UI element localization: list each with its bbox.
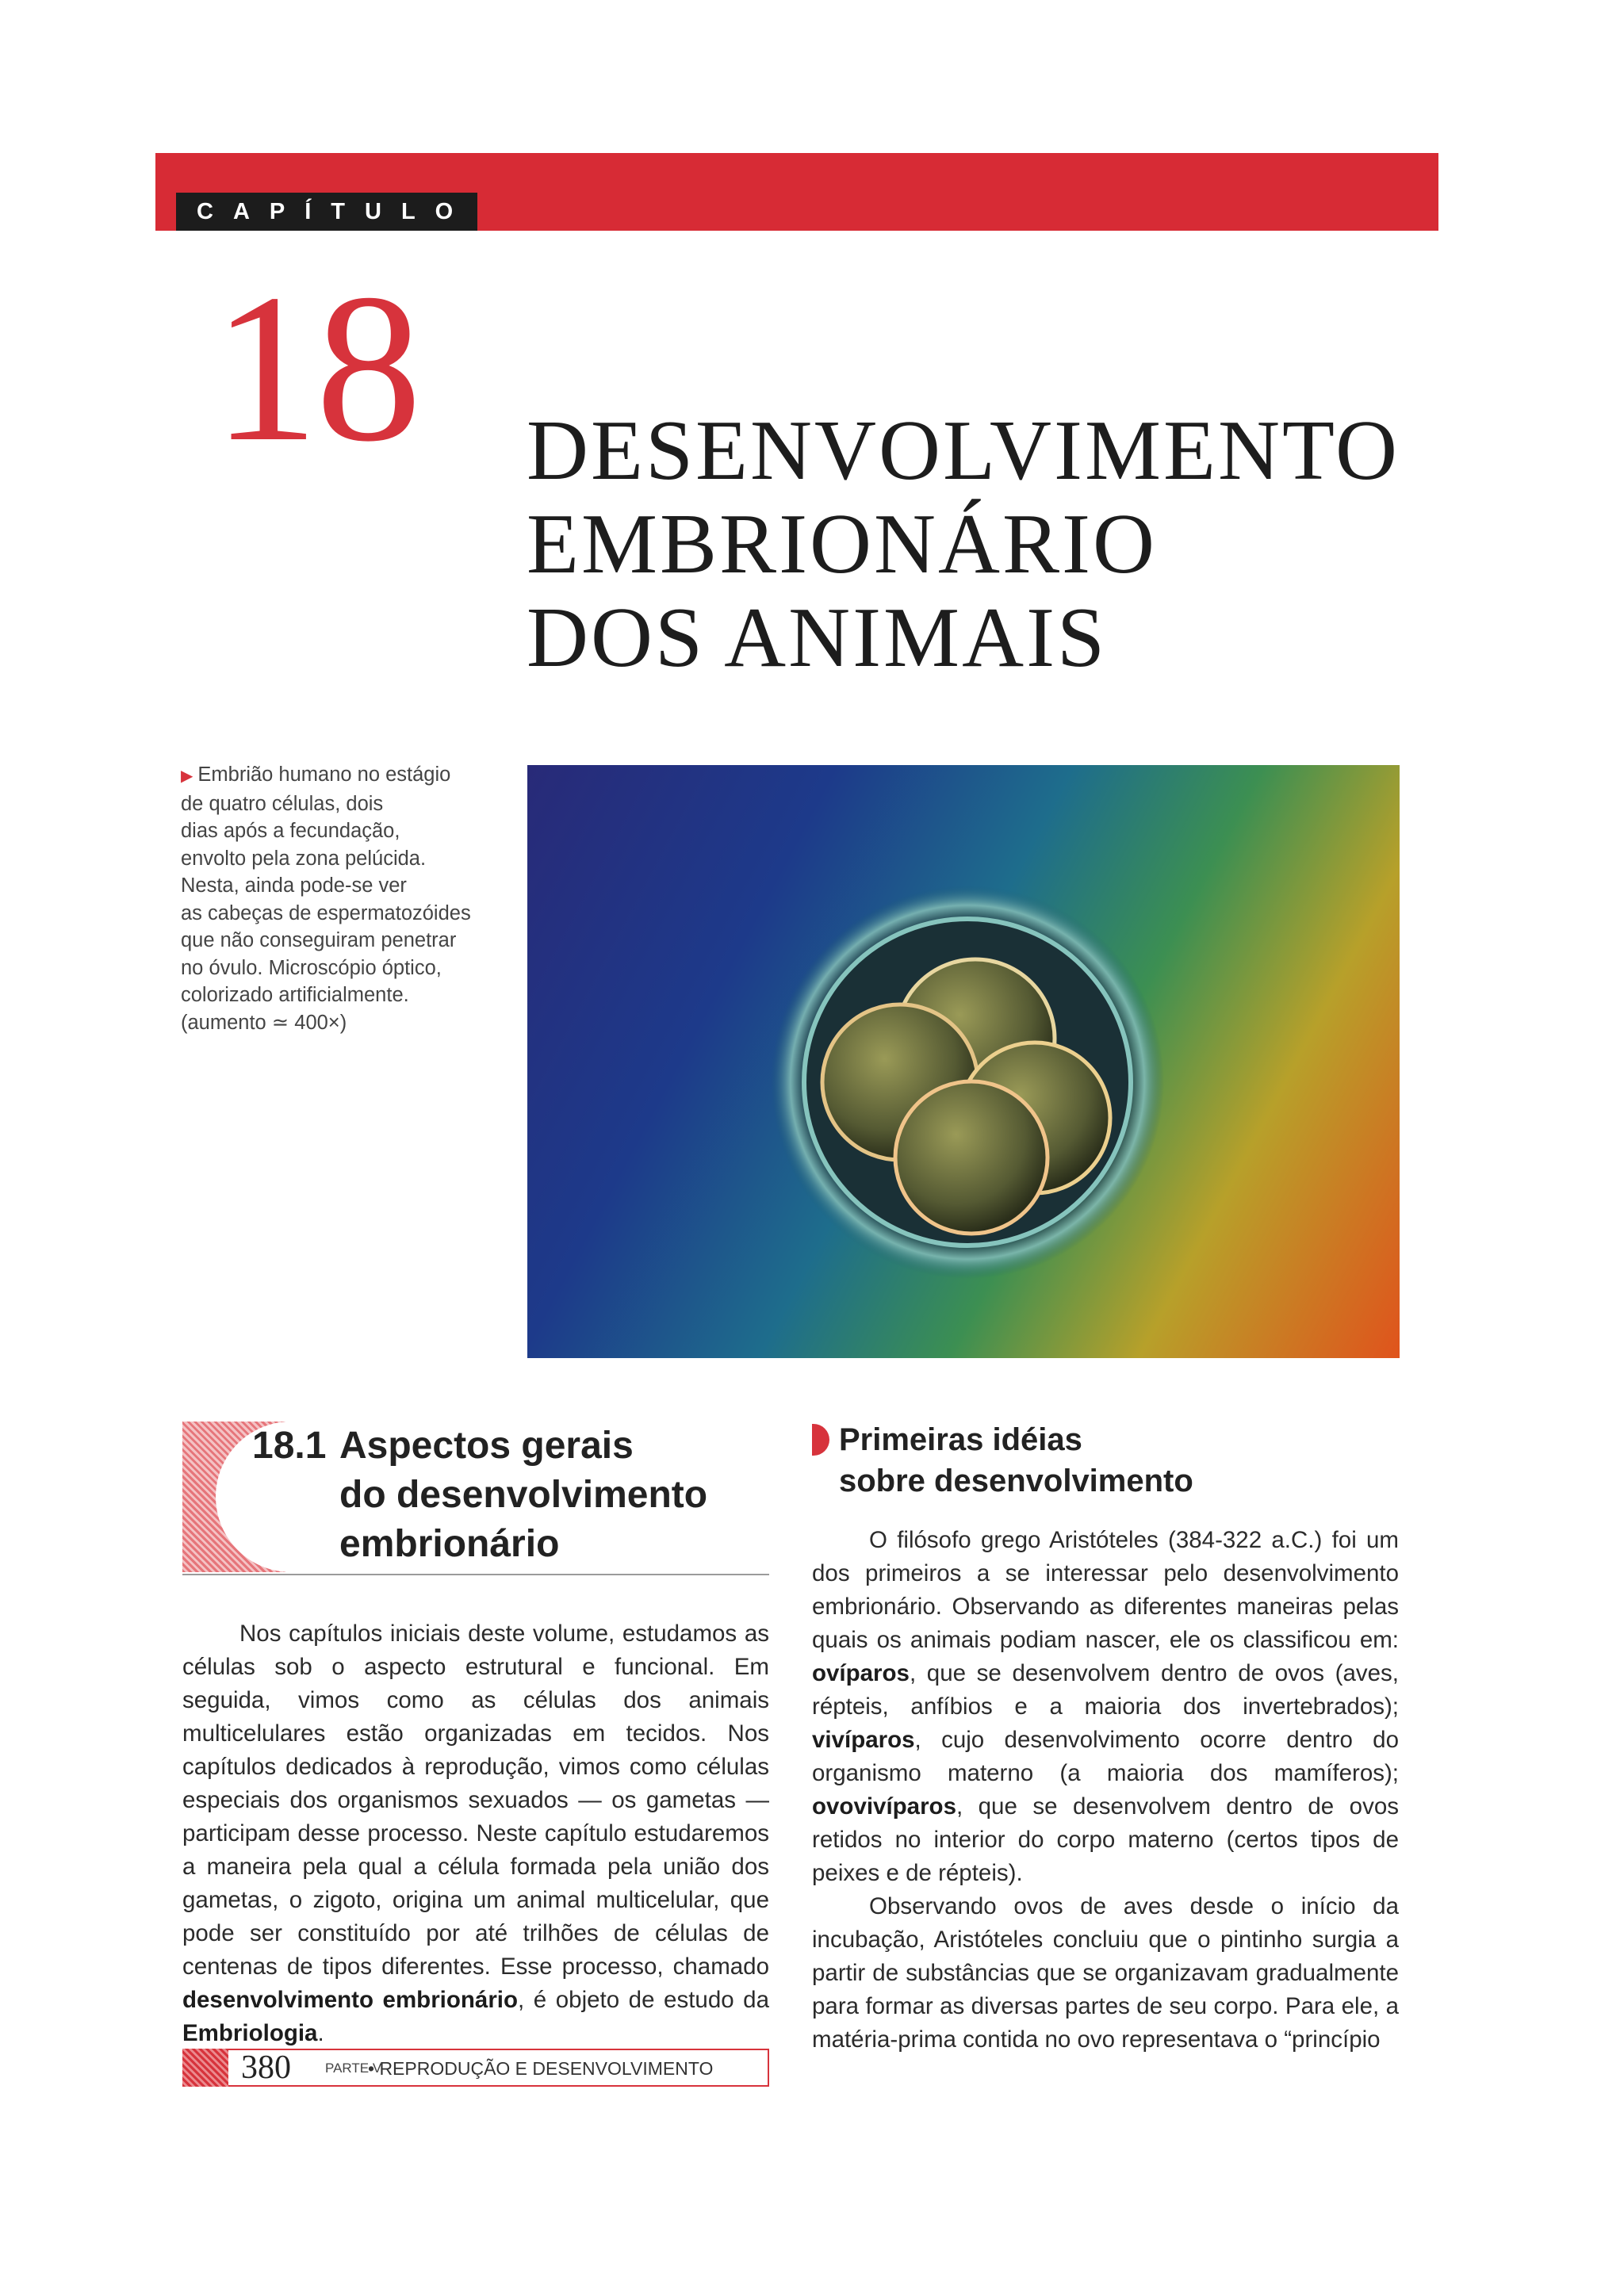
body-paragraph: Observando ovos de aves desde o início da incubação, Aristóteles concluiu que o pintinho surgia a partir de substâncias que se organizavam gradualmente para formar as diversas partes de seu corpo. Para ele, a matéria-prima contida no ovo representava o “princípio bbox=[812, 1893, 1399, 2053]
photo-caption-text: Embrião humano no estágio de quatro células, dois dias após a fecundação, envolto pela zona pelúcida. Nesta, ainda pode-se ver as cabeças de espermatozóides que não conseguiram penetrar no óvulo. Microscópio óptico, colorizado artificialmente. (aumento ≃ 400×) bbox=[181, 763, 471, 1034]
bold-term: ovíparos bbox=[812, 1660, 910, 1686]
bold-term: Embriologia bbox=[182, 2020, 318, 2046]
body-paragraph bbox=[812, 1524, 1399, 1890]
footer-section-label: • REPRODUÇÃO E DESENVOLVIMENTO bbox=[368, 2058, 714, 2079]
body-paragraph bbox=[182, 1617, 769, 2050]
left-column-text bbox=[182, 1617, 769, 2050]
chapter-title bbox=[527, 404, 1400, 685]
chapter-title-line: DESENVOLVIMENTO bbox=[527, 404, 1400, 498]
footer-decoration bbox=[182, 2049, 228, 2087]
text-run: , cujo desenvolvimento ocorre dentro do organismo materno (a maioria dos mamíferos); bbox=[812, 1727, 1399, 1786]
photo-caption bbox=[181, 761, 498, 1036]
chapter-label: CAPÍTULO bbox=[176, 193, 477, 231]
bold-term: vivíparos bbox=[812, 1727, 915, 1753]
text-run: . bbox=[317, 2020, 324, 2046]
text-run: , que se desenvolvem dentro de ovos retidos no interior do corpo materno (certos tipos de peixes e de répteis). bbox=[812, 1793, 1399, 1886]
embryo-illustration bbox=[527, 765, 1400, 1358]
text-run: , é objeto de estudo da bbox=[518, 1987, 769, 2013]
text-run: , que se desenvolvem dentro de ovos (aves, répteis, anfíbios e a maioria dos invertebrados); bbox=[812, 1660, 1399, 1720]
heading-marker-icon bbox=[812, 1424, 829, 1456]
bold-term: ovovivíparos bbox=[812, 1793, 956, 1820]
section-number: 18.1 bbox=[252, 1425, 327, 1467]
chapter-title-line: EMBRIONÁRIO bbox=[527, 497, 1158, 591]
caption-arrow-icon: ▶ bbox=[181, 767, 193, 785]
text-run: O filósofo grego Aristóteles (384-322 a.C.) foi um dos primeiros a se interessar pelo desenvolvimento embrionário. Observando as diferentes maneiras pelas quais os animais podiam nascer, ele os classificou em: bbox=[812, 1527, 1399, 1653]
subheading: Primeiras idéias sobre desenvolvimento bbox=[839, 1422, 1193, 1498]
chapter-title-line: DOS ANIMAIS bbox=[527, 591, 1108, 685]
bold-term: desenvolvimento embrionário bbox=[182, 1987, 519, 2013]
text-run: Nos capítulos iniciais deste volume, estudamos as células sob o aspecto estrutural e funcional. Em seguida, vimos como as células dos animais multicelulares estão organizadas em tecidos. Nos capítulos dedicados à reprodução, vimos como células especiais dos organismos sexuados — os gametas — participam desse processo. Neste capítulo estudaremos a maneira pela qual a célula formada pela união dos gametas, o zigoto, origina um animal multicelular, que pode ser constituído por até trilhões de células de centenas de tipos diferentes. Esse processo, chamado bbox=[182, 1621, 769, 1980]
right-column-text bbox=[812, 1524, 1399, 2057]
page-number: 380 bbox=[241, 2049, 291, 2086]
section-title: Aspectos gerais do desenvolvimento embrionário bbox=[339, 1425, 708, 1565]
section-divider bbox=[182, 1574, 769, 1575]
chapter-number: 18 bbox=[213, 250, 419, 485]
footer-part-label: PARTE V bbox=[325, 2061, 382, 2076]
embryo-photo bbox=[527, 765, 1400, 1358]
